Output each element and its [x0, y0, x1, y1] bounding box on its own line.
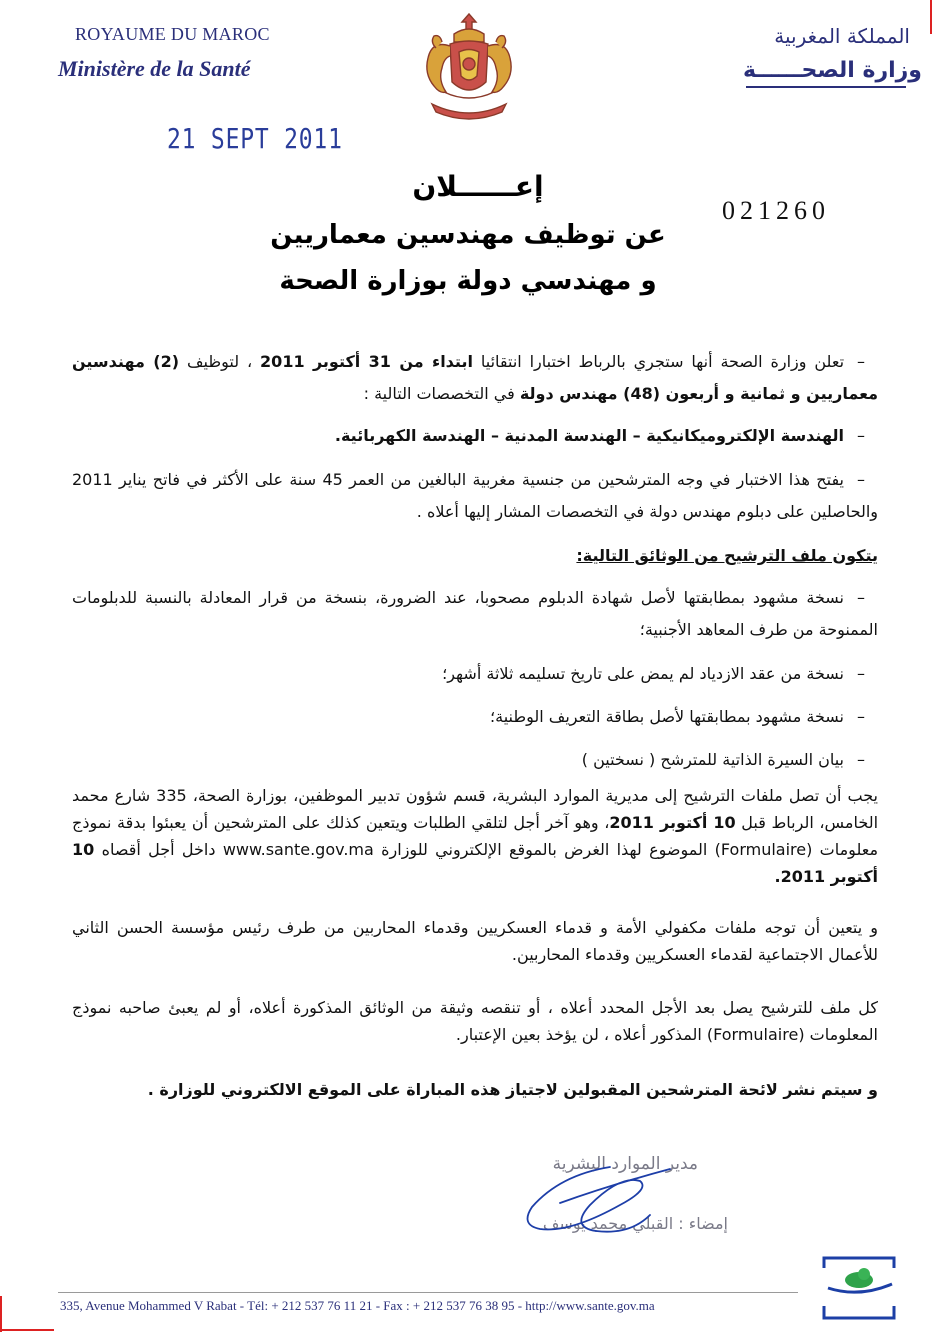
p4-deadline: 10 أكتوبر 2011 — [609, 813, 736, 832]
doc1-text: نسخة مشهود بمطابقتها لأصل شهادة الدبلوم مصحوبا، عند الضرورة، بنسخة من قرار المعادلة بالنسبة للدبلومات الممنوحة من طرف المعاهد الأجنبية؛ — [72, 588, 878, 639]
corner-mark-bottom-left-h — [0, 1329, 54, 1331]
p1-text-e: في التخصصات التالية : — [363, 384, 515, 403]
list-item-doc1: –نسخة مشهود بمطابقتها لأصل شهادة الدبلوم مصحوبا، عند الضرورة، بنسخة من قرار المعادلة بالنسبة للدبلومات الممنوحة من طرف المعاهد الأجنبية؛ — [72, 588, 878, 639]
signatory-name: إمضاء : القبلي محمد يوسف — [542, 1214, 728, 1233]
header-kingdom-ar: المملكة المغربية — [774, 24, 910, 48]
footer-divider — [58, 1292, 798, 1293]
p4-deadline-2: 10 أكتوبر 2011. — [72, 840, 878, 886]
paragraph-eligibility: –يفتح هذا الاختبار في وجه المترشحين من جنسية مغربية البالغين من العمر 45 سنة على الأكثر في فاتح يناير 2011 والحاصلين على دبلوم مهندس دولة في التخصصات المشار إليها أعلاه . — [72, 470, 878, 521]
announcement-subtitle-2: و مهندسي دولة بوزارة الصحة — [279, 266, 657, 296]
paragraph-rejection — [72, 994, 878, 1048]
announcement-title: إعــــــلان — [412, 170, 544, 203]
p4-text-c: ، وهو آخر أجل لتلقي الطلبات ويتعين كذلك على المترشحين أن يعبئوا بدقة نموذج معلومات (Formulaire) الموضوع لهذا الغرض بالموقع الإلكتروني للوزارة www.sante.gov.ma داخل أجل أقصاه — [72, 813, 879, 859]
p7-text: و سيتم نشر لائحة المترشحين المقبولين لاجتياز هذه المباراة على الموقع الالكتروني للوزارة . — [147, 1080, 878, 1099]
list-item-doc4: –بيان السيرة الذاتية للمترشح ( نسختين ) — [581, 750, 865, 769]
doc2-text: نسخة من عقد الازدياد لم يمض على تاريخ تسليمه ثلاثة أشهر؛ — [442, 664, 844, 683]
paragraph-veterans — [72, 914, 878, 968]
doc3-text: نسخة مشهود بمطابقتها لأصل بطاقة التعريف الوطنية؛ — [490, 707, 844, 726]
paragraph-specialties: –الهندسة الإلكتروميكانيكية – الهندسة المدنية – الهندسة الكهربائية. — [334, 426, 865, 445]
p1-positions: (2) مهندسين معماريين و ثمانية و أربعون (48) مهندس دولة — [72, 352, 878, 403]
header-ministry-ar: وزارة الصحــــــة — [743, 58, 922, 83]
p6-text: كل ملف للترشيح يصل بعد الأجل المحدد أعلاه ، أو تنقصه وثيقة من الوثائق المذكورة أعلاه، أو لم يعبئ صاحبه نموذج المعلومات (Formulaire) المذكور أعلاه ، لن يؤخذ بعين الإعتبار. — [72, 998, 878, 1044]
paragraph-submission — [72, 782, 878, 890]
reference-number: 021260 — [722, 196, 830, 225]
corner-mark-top-right — [930, 0, 932, 34]
list-item-doc3: –نسخة مشهود بمطابقتها لأصل بطاقة التعريف الوطنية؛ — [490, 707, 865, 726]
announcement-subtitle-1: عن توظيف مهندسين معماريين — [270, 220, 666, 250]
list-item-doc2: –نسخة من عقد الازدياد لم يمض على تاريخ تسليمه ثلاثة أشهر؛ — [442, 664, 865, 683]
moroccan-coat-of-arms-icon — [414, 12, 524, 124]
ministry-logo-icon — [820, 1254, 898, 1324]
documents-heading — [72, 540, 878, 572]
p5-text: و يتعين أن توجه ملفات مكفولي الأمة و قدماء العسكريين وقدماء المحاربين من طرف رئيس مؤسسة الحسن الثاني للأعمال الاجتماعية لقدماء العسكريين وقدماء المحاربين. — [72, 918, 878, 964]
specialties-text: الهندسة الإلكتروميكانيكية – الهندسة المدنية – الهندسة الكهربائية. — [334, 426, 844, 445]
handwritten-signature-icon — [500, 1145, 740, 1250]
footer-address: 335, Avenue Mohammed V Rabat - Tél: + 212 537 76 11 21 - Fax : + 212 537 76 38 95 - http://www.sante.gov.ma — [60, 1298, 655, 1313]
p1-text-c: ، لتوظيف — [186, 352, 253, 371]
doc4-text: بيان السيرة الذاتية للمترشح ( نسختين ) — [581, 750, 844, 769]
corner-mark-bottom-left-v — [0, 1296, 2, 1332]
documents-heading-text: يتكون ملف الترشيح من الوثائق التالية: — [576, 546, 878, 565]
p1-date: ابتداء من 31 أكتوبر 2011 — [260, 352, 473, 371]
signatory-title: مدير الموارد البشرية — [552, 1154, 698, 1174]
header-kingdom-fr: ROYAUME DU MAROC — [75, 24, 270, 44]
paragraph-publication — [72, 1074, 878, 1106]
header-ministry-fr: Ministère de la Santé — [58, 56, 251, 81]
p1-text-a: تعلن وزارة الصحة أنها ستجري بالرباط اختبارا انتقائيا — [480, 352, 845, 371]
header-ministry-ar-underline — [746, 86, 906, 88]
paragraph-announcement: –تعلن وزارة الصحة أنها ستجري بالرباط اختبارا انتقائيا ابتداء من 31 أكتوبر 2011 ، لتوظيف (2) مهندسين معماريين و ثمانية و أربعون (48) مهندس دولة في التخصصات التالية : — [72, 352, 878, 403]
p4-text-a: يجب أن تصل ملفات الترشيح إلى مديرية الموارد البشرية، قسم شؤون تدبير الموظفين، بوزارة الصحة، 335 شارع محمد الخامس، الرباط قبل — [72, 786, 879, 832]
eligibility-text: يفتح هذا الاختبار في وجه المترشحين من جنسية مغربية البالغين من العمر 45 سنة على الأكثر في فاتح يناير 2011 والحاصلين على دبلوم مهندس دولة في التخصصات المشار إليها أعلاه . — [72, 470, 878, 521]
date-stamp: 21 SEPT 2011 — [167, 122, 343, 155]
